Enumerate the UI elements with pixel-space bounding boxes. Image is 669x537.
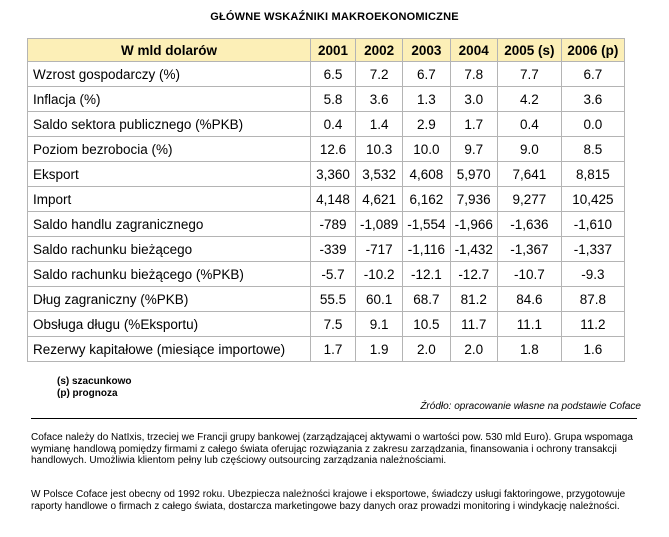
value-cell: 9.1: [356, 312, 403, 337]
value-cell: 2.0: [450, 337, 497, 362]
row-label-cell: Dług zagraniczny (%PKB): [28, 287, 311, 312]
value-cell: 4,621: [356, 187, 403, 212]
value-cell: 1.8: [497, 337, 561, 362]
table-row: [28, 312, 625, 337]
value-cell: 4,148: [311, 187, 356, 212]
value-cell: 3.6: [356, 87, 403, 112]
value-cell: 7.8: [450, 62, 497, 87]
table-row: [28, 237, 625, 262]
legend: [57, 376, 131, 400]
value-cell: -1,610: [561, 212, 624, 237]
value-cell: -5.7: [311, 262, 356, 287]
row-label-cell: Obsługa długu (%Eksportu): [28, 312, 311, 337]
row-label-cell: Saldo rachunku bieżącego: [28, 237, 311, 262]
value-cell: 0.0: [561, 112, 624, 137]
legend-forecast: (p) prognoza: [57, 388, 118, 399]
value-cell: -10.2: [356, 262, 403, 287]
value-cell: 10,425: [561, 187, 624, 212]
value-cell: 7.7: [497, 62, 561, 87]
value-cell: 1.3: [403, 87, 450, 112]
value-cell: 6,162: [403, 187, 450, 212]
table-row: [28, 62, 625, 87]
value-cell: -9.3: [561, 262, 624, 287]
value-cell: 68.7: [403, 287, 450, 312]
value-cell: 12.6: [311, 137, 356, 162]
value-cell: 10.5: [403, 312, 450, 337]
header-year-cell: 2006 (p): [561, 39, 624, 62]
value-cell: 4,608: [403, 162, 450, 187]
value-cell: -1,337: [561, 237, 624, 262]
value-cell: -1,966: [450, 212, 497, 237]
value-cell: 55.5: [311, 287, 356, 312]
table-row: [28, 87, 625, 112]
value-cell: 4.2: [497, 87, 561, 112]
value-cell: 10.0: [403, 137, 450, 162]
value-cell: 10.3: [356, 137, 403, 162]
row-label-cell: Wzrost gospodarczy (%): [28, 62, 311, 87]
value-cell: 1.7: [311, 337, 356, 362]
value-cell: 11.1: [497, 312, 561, 337]
value-cell: 87.8: [561, 287, 624, 312]
table-row: [28, 337, 625, 362]
table-header-row: [28, 39, 625, 62]
value-cell: 2.9: [403, 112, 450, 137]
value-cell: 6.7: [561, 62, 624, 87]
header-year-cell: 2004: [450, 39, 497, 62]
table-row: [28, 287, 625, 312]
value-cell: 8.5: [561, 137, 624, 162]
value-cell: 11.2: [561, 312, 624, 337]
row-label-cell: Eksport: [28, 162, 311, 187]
page-title: GŁÓWNE WSKAŹNIKI MAKROEKONOMICZNE: [210, 11, 459, 23]
value-cell: -339: [311, 237, 356, 262]
value-cell: -717: [356, 237, 403, 262]
value-cell: -789: [311, 212, 356, 237]
value-cell: 9,277: [497, 187, 561, 212]
value-cell: 5.8: [311, 87, 356, 112]
table-row: [28, 112, 625, 137]
value-cell: -1,089: [356, 212, 403, 237]
source-note: Źródło: opracowanie własne na podstawie Coface: [420, 401, 641, 412]
table-row: [28, 187, 625, 212]
value-cell: -10.7: [497, 262, 561, 287]
value-cell: 3,532: [356, 162, 403, 187]
value-cell: 81.2: [450, 287, 497, 312]
value-cell: 0.4: [497, 112, 561, 137]
row-label-cell: Poziom bezrobocia (%): [28, 137, 311, 162]
value-cell: 6.5: [311, 62, 356, 87]
value-cell: -1,116: [403, 237, 450, 262]
row-label-cell: Saldo rachunku bieżącego (%PKB): [28, 262, 311, 287]
header-year-cell: 2003: [403, 39, 450, 62]
value-cell: 7.2: [356, 62, 403, 87]
table-row: [28, 262, 625, 287]
value-cell: 5,970: [450, 162, 497, 187]
value-cell: 3.0: [450, 87, 497, 112]
row-label-cell: Import: [28, 187, 311, 212]
row-label-cell: Saldo handlu zagranicznego: [28, 212, 311, 237]
value-cell: -1,636: [497, 212, 561, 237]
value-cell: 1.4: [356, 112, 403, 137]
value-cell: 11.7: [450, 312, 497, 337]
value-cell: -1,554: [403, 212, 450, 237]
header-year-cell: 2001: [311, 39, 356, 62]
value-cell: 9.7: [450, 137, 497, 162]
table-row: [28, 212, 625, 237]
value-cell: 6.7: [403, 62, 450, 87]
row-label-cell: Rezerwy kapitałowe (miesiące importowe): [28, 337, 311, 362]
value-cell: 1.6: [561, 337, 624, 362]
value-cell: 60.1: [356, 287, 403, 312]
paragraph-coface-group: Coface należy do NatIxis, trzeciej we Francji grupy bankowej (zarządzającej aktywami o wartości pow. 530 mld Euro). Grupa wspomaga wymianę handlową pomiędzy firmami z całego świata oferując rozwiązania z zakresu zarządzania, finansowania i ochrony transakcji handlowych. Umożliwia klientom pełny lub częściowy outsourcing zarządzania należnościami.: [31, 432, 633, 466]
legend-estimate: (s) szacunkowo: [57, 376, 132, 387]
table-row: [28, 137, 625, 162]
value-cell: 2.0: [403, 337, 450, 362]
value-cell: 7,936: [450, 187, 497, 212]
value-cell: 9.0: [497, 137, 561, 162]
row-label-cell: Saldo sektora publicznego (%PKB): [28, 112, 311, 137]
row-label-cell: Inflacja (%): [28, 87, 311, 112]
value-cell: 3,360: [311, 162, 356, 187]
macro-indicators-table: [27, 38, 625, 362]
value-cell: 3.6: [561, 87, 624, 112]
value-cell: 1.9: [356, 337, 403, 362]
value-cell: -12.1: [403, 262, 450, 287]
value-cell: 7,641: [497, 162, 561, 187]
value-cell: 1.7: [450, 112, 497, 137]
header-label-cell: W mld dolarów: [28, 39, 311, 62]
header-year-cell: 2002: [356, 39, 403, 62]
value-cell: -1,432: [450, 237, 497, 262]
table-row: [28, 162, 625, 187]
value-cell: 84.6: [497, 287, 561, 312]
paragraph-coface-poland: W Polsce Coface jest obecny od 1992 roku. Ubezpiecza należności krajowe i eksportowe, świadczy usługi faktoringowe, przygotowuje raporty handlowe o firmach z całego świata, dostarcza marketingowe bazy danych oraz prowadzi monitoring i windykację należności.: [31, 489, 626, 512]
header-year-cell: 2005 (s): [497, 39, 561, 62]
value-cell: 8,815: [561, 162, 624, 187]
value-cell: -1,367: [497, 237, 561, 262]
divider: [31, 418, 637, 419]
value-cell: 0.4: [311, 112, 356, 137]
value-cell: 7.5: [311, 312, 356, 337]
value-cell: -12.7: [450, 262, 497, 287]
